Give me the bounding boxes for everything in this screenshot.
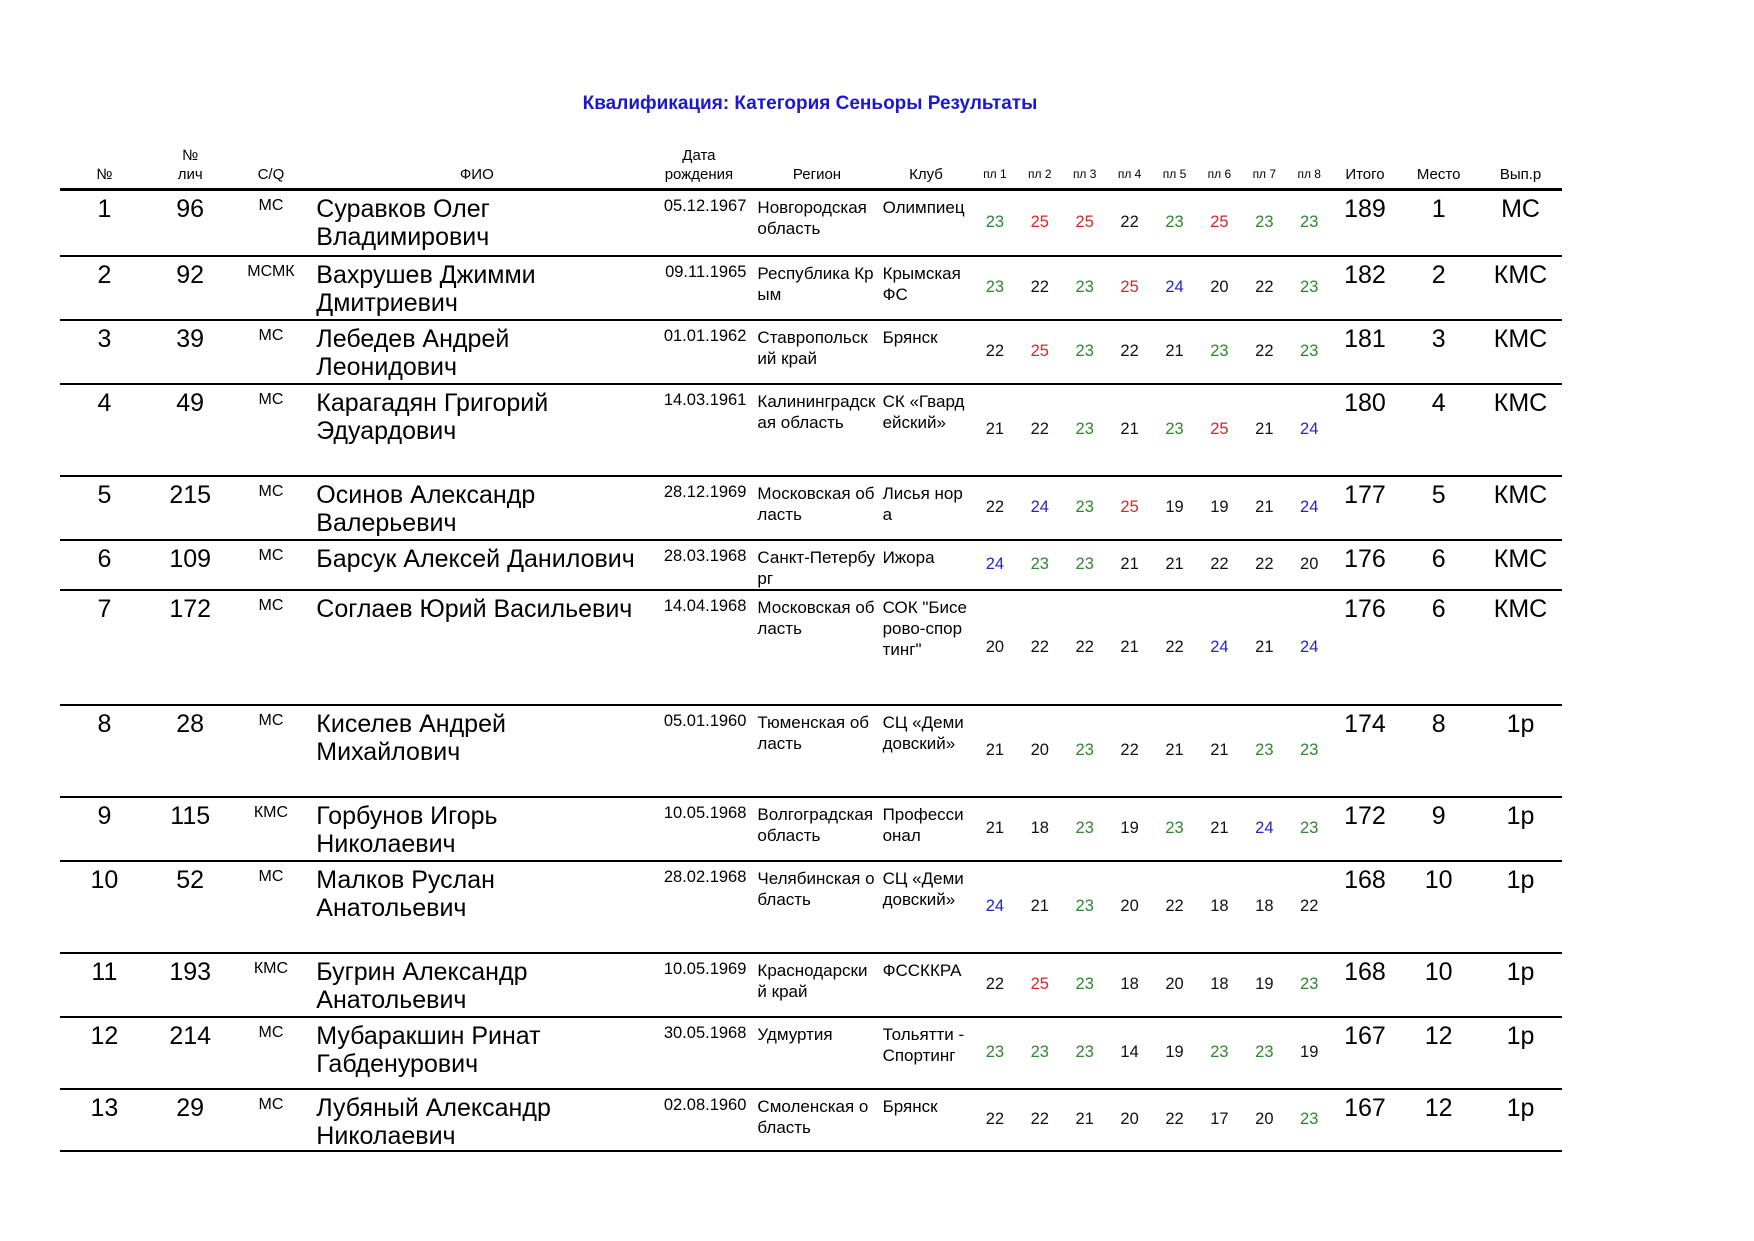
birth-date: 14.04.1968	[663, 596, 747, 615]
place: 4	[1431, 388, 1446, 417]
row-number: 5	[97, 480, 112, 509]
rank-achieved: 1р	[1506, 865, 1535, 894]
rank-achieved: КМС	[1493, 480, 1548, 509]
round-score: 22	[1030, 637, 1049, 656]
personal-number: 52	[176, 865, 205, 894]
round-score: 23	[1255, 741, 1274, 759]
place: 12	[1424, 1093, 1453, 1122]
table-row	[60, 590, 1562, 705]
personal-number: 214	[169, 1021, 212, 1050]
athlete-name: Малков Руслан Анатольевич	[316, 865, 495, 922]
page-title: Квалификация: Категория Сеньоры Результаты	[582, 93, 1038, 114]
club: ФССККРА	[882, 960, 962, 980]
place: 1	[1431, 195, 1446, 223]
round-score: 22	[1165, 637, 1184, 656]
region: Новгородская область	[757, 198, 867, 238]
club: Крымская ФС	[882, 263, 961, 304]
personal-number: 49	[176, 388, 205, 417]
birth-date: 10.05.1968	[663, 803, 747, 822]
club: Ижора	[882, 547, 935, 567]
col-num: №	[96, 166, 113, 183]
personal-number: 92	[176, 260, 205, 289]
round-score: 20	[985, 637, 1005, 656]
round-score: 23	[1075, 975, 1094, 993]
club: СОК "Бисерово-спортинг"	[882, 597, 967, 659]
table-row	[60, 476, 1562, 540]
rank-achieved: КМС	[1493, 324, 1548, 353]
total-score: 180	[1344, 388, 1386, 417]
round-score: 22	[985, 342, 1005, 360]
total-score: 168	[1344, 957, 1386, 986]
round-score: 25	[1120, 278, 1139, 296]
round-score: 23	[985, 1043, 1005, 1061]
qualification: МС	[258, 546, 284, 564]
region: Санкт-Петербург	[757, 547, 876, 588]
qualification: КМС	[253, 959, 289, 977]
round-score: 22	[1030, 1110, 1049, 1128]
round-score: 22	[1255, 555, 1274, 573]
round-score: 20	[1210, 278, 1229, 296]
round-score: 22	[1030, 278, 1049, 296]
total-score: 189	[1344, 195, 1386, 223]
round-score: 18	[1030, 819, 1049, 837]
birth-date: 10.05.1969	[663, 959, 747, 978]
round-score: 14	[1120, 1043, 1139, 1061]
round-score: 21	[1075, 1110, 1094, 1128]
rank-achieved: 1р	[1506, 957, 1535, 986]
round-score: 23	[1075, 741, 1094, 759]
region: Тюменская область	[757, 712, 870, 753]
round-score: 17	[1210, 1110, 1229, 1128]
round-score: 23	[1165, 420, 1184, 438]
round-score: 25	[1030, 213, 1049, 232]
place: 5	[1431, 480, 1446, 509]
round-score: 18	[1210, 897, 1229, 915]
round-score: 21	[1165, 741, 1184, 759]
personal-number: 29	[176, 1093, 205, 1122]
row-number: 4	[97, 388, 112, 417]
round-score: 23	[1210, 342, 1229, 360]
round-score: 23	[1075, 1043, 1094, 1061]
round-score: 23	[1075, 420, 1094, 438]
total-score: 167	[1344, 1021, 1386, 1050]
round-score: 23	[1300, 975, 1319, 993]
rank-achieved: 1р	[1506, 1093, 1535, 1122]
round-score: 23	[1075, 819, 1094, 837]
athlete-name: Осинов Александр Валерьевич	[316, 480, 536, 537]
personal-number: 96	[176, 195, 205, 223]
rank-achieved: МС	[1501, 195, 1540, 223]
round-score: 23	[1075, 278, 1094, 296]
round-score: 19	[1120, 819, 1139, 837]
round-score: 23	[1075, 555, 1094, 573]
col-round-8: пл 8	[1297, 167, 1321, 181]
header-row	[60, 146, 1562, 190]
results-body	[60, 190, 1562, 1151]
place: 10	[1424, 957, 1453, 986]
personal-number: 39	[176, 324, 205, 353]
round-score: 23	[1300, 819, 1319, 837]
region: Смоленская область	[757, 1096, 869, 1137]
col-round-6: пл 6	[1207, 167, 1232, 181]
place: 6	[1431, 594, 1446, 623]
round-score: 25	[1120, 498, 1139, 516]
athlete-name: Горбунов Игорь Николаевич	[316, 801, 498, 858]
qualification: МС	[258, 390, 284, 408]
col-dob: Дата рождения	[664, 147, 734, 183]
round-score: 23	[1300, 1110, 1319, 1128]
round-score: 21	[985, 420, 1005, 438]
row-number: 6	[97, 544, 112, 573]
place: 6	[1431, 544, 1446, 573]
club: СЦ «Демидовский»	[882, 868, 964, 909]
row-number: 3	[97, 324, 112, 353]
birth-date: 05.01.1960	[663, 711, 747, 730]
row-number: 11	[91, 957, 118, 986]
round-score: 19	[1210, 498, 1229, 516]
club: СК «Гвардейский»	[882, 391, 965, 432]
col-personal-num: № лич	[177, 147, 203, 183]
round-score: 24	[1300, 498, 1319, 516]
region: Республика Крым	[757, 263, 874, 304]
birth-date: 30.05.1968	[663, 1023, 747, 1042]
total-score: 167	[1344, 1093, 1386, 1122]
club: Брянск	[882, 1096, 938, 1116]
qualification: МС	[258, 711, 284, 729]
round-score: 21	[1120, 637, 1139, 656]
col-region: Регион	[792, 166, 842, 183]
place: 12	[1424, 1021, 1453, 1050]
col-cq: C/Q	[257, 166, 285, 183]
rank-achieved: 1р	[1506, 709, 1535, 738]
round-score: 20	[1255, 1110, 1274, 1128]
total-score: 182	[1344, 260, 1386, 289]
col-club: Клуб	[909, 166, 943, 183]
personal-number: 215	[169, 480, 212, 509]
round-score: 23	[1075, 897, 1094, 915]
round-score: 23	[1255, 213, 1274, 232]
athlete-name: Киселев Андрей Михайлович	[316, 709, 506, 766]
round-score: 23	[1075, 342, 1094, 360]
round-score: 22	[1120, 741, 1139, 759]
round-score: 22	[1165, 1110, 1184, 1128]
round-score: 21	[1255, 420, 1274, 438]
birth-date: 09.11.1965	[665, 262, 747, 281]
athlete-name: Лубяный Александр Николаевич	[316, 1093, 551, 1150]
round-score: 20	[1120, 1110, 1139, 1128]
athlete-name: Бугрин Александр Анатольевич	[316, 957, 528, 1014]
row-number: 2	[97, 260, 112, 289]
col-round-4: пл 4	[1117, 167, 1142, 181]
table-row	[60, 1089, 1562, 1151]
round-score: 25	[1030, 342, 1049, 360]
qualification: МС	[258, 596, 284, 614]
round-score: 25	[1030, 975, 1049, 993]
rank-achieved: КМС	[1493, 544, 1548, 573]
total-score: 176	[1344, 544, 1386, 573]
birth-date: 02.08.1960	[663, 1095, 747, 1114]
round-score: 23	[1165, 819, 1184, 837]
place: 9	[1431, 801, 1446, 830]
club: Лисья нора	[882, 483, 963, 524]
club: СЦ «Демидовский»	[882, 712, 964, 753]
round-score: 22	[1300, 897, 1319, 915]
club: Олимпиец	[882, 198, 965, 217]
place: 8	[1431, 709, 1446, 738]
qualification: МС	[258, 482, 284, 500]
round-score: 22	[1120, 342, 1139, 360]
rank-achieved: КМС	[1493, 260, 1548, 289]
row-number: 1	[97, 195, 112, 223]
round-score: 23	[1300, 213, 1319, 232]
rank-achieved: КМС	[1493, 594, 1548, 623]
qualification: МС	[258, 197, 284, 214]
athlete-name: Суравков Олег Владимирович	[316, 195, 490, 251]
round-score: 22	[985, 498, 1005, 516]
col-round-5: пл 5	[1162, 167, 1187, 181]
round-score: 19	[1255, 975, 1274, 993]
row-number: 9	[97, 801, 112, 830]
col-total: Итого	[1345, 166, 1385, 183]
col-rank: Вып.р	[1499, 166, 1542, 183]
round-score: 23	[1300, 342, 1319, 360]
birth-date: 05.12.1967	[663, 197, 747, 215]
round-score: 21	[1165, 555, 1184, 573]
round-score: 22	[1255, 342, 1274, 360]
round-score: 22	[1120, 213, 1139, 232]
region: Удмуртия	[757, 1024, 833, 1044]
round-score: 23	[1300, 741, 1319, 759]
round-score: 18	[1210, 975, 1229, 993]
round-score: 19	[1165, 498, 1184, 516]
round-score: 21	[985, 741, 1005, 759]
round-score: 21	[1120, 420, 1139, 438]
qualification: МС	[258, 867, 284, 885]
round-score: 21	[1120, 555, 1139, 573]
round-score: 22	[1210, 555, 1229, 573]
table-row	[60, 861, 1562, 953]
rank-achieved: 1р	[1506, 801, 1535, 830]
round-score: 19	[1165, 1043, 1184, 1061]
region: Московская область	[757, 483, 875, 524]
results-table	[60, 146, 1562, 1152]
club: Тольятти - Спортинг	[882, 1024, 965, 1065]
region: Волгоградская область	[757, 804, 874, 845]
total-score: 177	[1344, 480, 1386, 509]
round-score: 21	[1255, 637, 1274, 656]
round-score: 22	[1075, 637, 1094, 656]
round-score: 24	[1030, 498, 1049, 516]
table-row	[60, 256, 1562, 320]
qualification: МС	[258, 326, 284, 344]
round-score: 21	[985, 819, 1005, 837]
round-score: 23	[985, 213, 1005, 232]
region: Краснодарский край	[757, 960, 868, 1001]
round-score: 25	[1210, 213, 1229, 232]
personal-number: 109	[169, 544, 212, 573]
round-score: 23	[1255, 1043, 1274, 1061]
round-score: 22	[1255, 278, 1274, 296]
personal-number: 172	[169, 594, 212, 623]
personal-number: 115	[170, 801, 211, 830]
table-row	[60, 797, 1562, 861]
table-row	[60, 1017, 1562, 1089]
place: 3	[1431, 324, 1446, 353]
place: 10	[1424, 865, 1453, 894]
round-score: 20	[1300, 555, 1319, 573]
qualification: МСМК	[247, 262, 295, 280]
athlete-name: Лебедев Андрей Леонидович	[316, 324, 510, 381]
row-number: 12	[90, 1021, 119, 1050]
row-number: 13	[90, 1093, 119, 1122]
round-score: 24	[1165, 278, 1184, 296]
round-score: 20	[1030, 741, 1049, 759]
table-row	[60, 705, 1562, 797]
region: Калининградская область	[757, 391, 876, 432]
col-round-1: пл 1	[983, 167, 1007, 181]
personal-number: 193	[169, 957, 212, 986]
round-score: 19	[1300, 1043, 1319, 1061]
round-score: 22	[985, 1110, 1005, 1128]
athlete-name: Мубаракшин Ринат Габденурович	[316, 1021, 541, 1078]
round-score: 21	[1210, 741, 1229, 759]
athlete-name: Барсук Алексей Данилович	[316, 544, 635, 573]
round-score: 18	[1120, 975, 1139, 993]
round-score: 23	[1300, 278, 1319, 296]
total-score: 174	[1344, 709, 1386, 738]
qualification: КМС	[253, 803, 289, 821]
round-score: 21	[1255, 498, 1274, 516]
round-score: 18	[1255, 897, 1274, 915]
personal-number: 28	[176, 709, 205, 738]
total-score: 172	[1344, 801, 1386, 830]
row-number: 8	[97, 709, 112, 738]
round-score: 23	[1210, 1043, 1229, 1061]
round-score: 21	[1030, 897, 1049, 915]
birth-date: 28.03.1968	[663, 546, 747, 565]
col-place: Место	[1416, 166, 1461, 183]
club: Брянск	[882, 327, 938, 347]
round-score: 24	[1210, 637, 1229, 656]
round-score: 23	[985, 278, 1005, 296]
club: Профессионал	[882, 804, 964, 845]
col-round-7: пл 7	[1252, 167, 1277, 181]
table-row	[60, 540, 1562, 590]
total-score: 181	[1344, 324, 1386, 353]
round-score: 21	[1165, 342, 1184, 360]
round-score: 23	[1030, 1043, 1049, 1061]
round-score: 22	[1030, 420, 1049, 438]
round-score: 25	[1075, 213, 1094, 232]
row-number: 7	[97, 594, 112, 623]
round-score: 23	[1030, 555, 1049, 573]
round-score: 22	[985, 975, 1005, 993]
athlete-name: Соглаев Юрий Васильевич	[316, 594, 633, 623]
col-fio: ФИО	[459, 166, 494, 183]
qualification: МС	[258, 1023, 284, 1041]
birth-date: 14.03.1961	[663, 390, 747, 409]
round-score: 24	[1300, 637, 1319, 656]
qualification: МС	[258, 1095, 284, 1113]
round-score: 22	[1165, 897, 1184, 915]
row-number: 10	[90, 865, 119, 894]
birth-date: 01.01.1962	[663, 326, 747, 345]
round-score: 23	[1075, 498, 1094, 516]
round-score: 20	[1120, 897, 1139, 915]
region: Ставропольский край	[757, 327, 868, 368]
place: 2	[1431, 260, 1446, 289]
birth-date: 28.12.1969	[663, 482, 747, 501]
table-row	[60, 190, 1562, 256]
rank-achieved: КМС	[1493, 388, 1548, 417]
round-score: 24	[985, 555, 1005, 573]
birth-date: 28.02.1968	[663, 867, 747, 886]
round-score: 24	[985, 897, 1005, 915]
athlete-name: Карагадян Григорий Эдуардович	[316, 388, 549, 445]
col-round-2: пл 2	[1028, 167, 1052, 181]
table-row	[60, 320, 1562, 384]
table-row	[60, 384, 1562, 476]
round-score: 24	[1255, 819, 1274, 837]
region: Московская область	[757, 597, 875, 638]
total-score: 168	[1344, 865, 1386, 894]
col-round-3: пл 3	[1072, 167, 1097, 181]
region: Челябинская область	[757, 868, 875, 909]
round-score: 25	[1210, 420, 1229, 438]
round-score: 24	[1300, 420, 1319, 438]
athlete-name: Вахрушев Джимми Дмитриевич	[316, 260, 536, 317]
rank-achieved: 1р	[1506, 1021, 1535, 1050]
table-row	[60, 953, 1562, 1017]
round-score: 23	[1165, 213, 1184, 232]
round-score: 20	[1165, 975, 1184, 993]
round-score: 21	[1210, 819, 1229, 837]
total-score: 176	[1344, 594, 1386, 623]
